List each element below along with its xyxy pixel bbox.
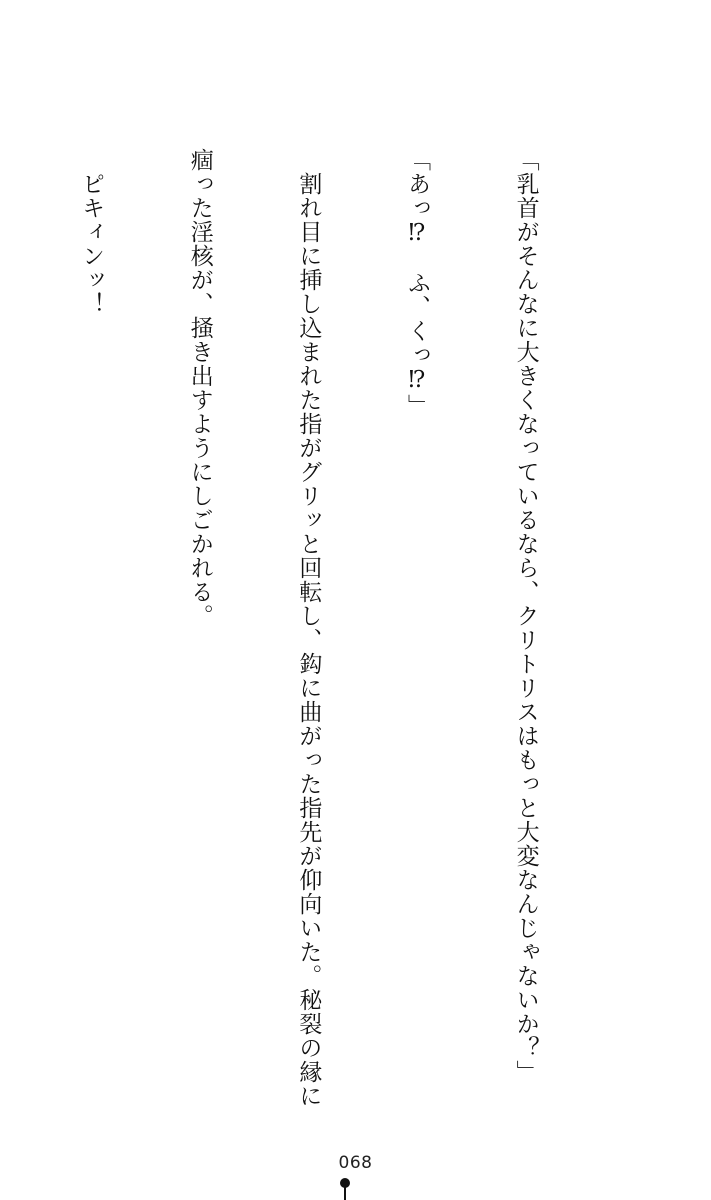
text-line: 割れ目に挿し込まれた指がグリッと回転し、鈎に曲がった指先が仰向いた。秘裂の縁に	[295, 148, 322, 1108]
vertical-text-body	[0, 148, 616, 1108]
text-line: ピキィンッ！	[78, 148, 105, 316]
text-line: 「あっ⁉ ふ、くっ⁉」	[403, 148, 430, 418]
text-line: 痼った淫核が、掻き出すようにしごかれる。	[186, 148, 213, 628]
text-line	[0, 148, 1, 1048]
page-number: 068	[338, 1153, 373, 1173]
text-line: 「乳首がそんなに大きくなっているなら、クリトリスはもっと大変なんじゃないか？」	[512, 148, 539, 1084]
page-marker-icon	[340, 1178, 350, 1200]
